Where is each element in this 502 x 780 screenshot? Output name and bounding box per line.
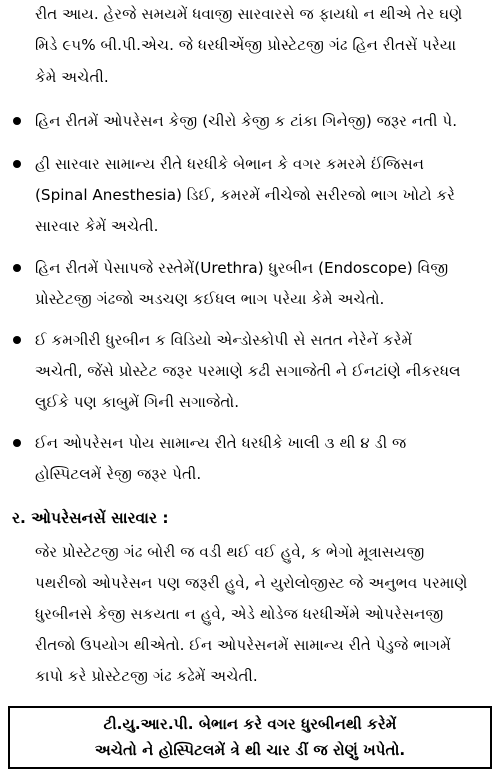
bullet-text: (Spinal Anesthesia) ડિઈ, કમરમેં નીચેજો સરીરજો ભાગ ખોટો કરે bbox=[35, 186, 456, 204]
bullet-text: અચેતી, જેંસે પ્રોસ્ટેટ જરૂર પરમાણે કઢી સગાજેતી ને ઈનટાંણે નીકરધલ bbox=[35, 362, 461, 380]
callout-line: અચેતો ને હોસ્પિટલમેં ત્રે થી ચાર ડીં જ રોણું ખપેતો. bbox=[94, 741, 406, 759]
bullet-text: સારવાર કેમેં અચેતી. bbox=[35, 217, 159, 235]
bullet-text: હિન રીતમેં પેસાપજે રસ્તેમેં(Urethra) ધુરબીન (Endoscope) વિજી bbox=[35, 259, 449, 277]
bullet-text: હી સારવાર સામાન્ય રીતે ધરધીકે બેભાન કે વગર કમરમે ઈંજિસન bbox=[35, 155, 425, 173]
section-line: કાપો કરે પ્રોસ્ટેટજી ગંઢ કઢેમેં અચેતી. bbox=[35, 667, 258, 685]
bullet-dot bbox=[13, 117, 21, 125]
intro-line: મિડે ૯૫% બી.પી.એચ. જે ધરધીએંજી પ્રોસ્ટેટજી ગંઢ હિન રીતસેં પરેયા bbox=[35, 36, 457, 54]
section-line: જેર પ્રોસ્ટેટજી ગંઢ બોરી જ વડી થઈ વઈ હુવે, ક ભેગો મૂત્રાસયજી bbox=[35, 543, 425, 561]
bullet-text: ઈન ઓપરેસન પોય સામાન્ય રીતે ધરધીકે ખાલી ૩ થી ૪ ડી જ bbox=[35, 434, 407, 452]
intro-line: કેમે અચેતી. bbox=[35, 68, 109, 86]
section-line: રીતજો ઉપયોગ થીએતો. ઈન ઓપરેસનમેં સામાન્ય રીતે પેડુજે ભાગમેં bbox=[35, 636, 451, 654]
bullet-text: ઈ કમગીરી ધુરબીન ક વિડિયો એન્ડોસ્કોપી સે સતત નેરેનેં કરેમેં bbox=[35, 331, 413, 349]
bullet-dot bbox=[13, 160, 21, 168]
bullet-text: હોસ્પિટલમેં રેજી જરૂર પેતી. bbox=[35, 465, 202, 483]
bullet-dot bbox=[13, 439, 21, 447]
section-line: પથરીજો ઓપરેસન પણ જરૂરી હુવે, ને યુરોલોજીસ્ટ જે અનુભવ પરમાણે bbox=[35, 574, 468, 592]
bullet-dot bbox=[13, 264, 21, 272]
section-line: ધુરબીનસે કેજી સકયતા ન હુવે, એડે થોડેજ ધરધીએંમે ઓપરેસનજી bbox=[35, 605, 444, 623]
bullet-dot bbox=[13, 336, 21, 344]
bullet-text: પ્રોસ્ટેટજી ગંઢજો અડચણ કઈધલ ભાગ પરેયા કેમે અચેતો. bbox=[35, 290, 385, 308]
bullet-text: લુઈકે પણ કાબુમેં ગિની સગાજેતો. bbox=[35, 393, 240, 411]
callout-box bbox=[8, 706, 492, 769]
bullet-text: હિન રીતમેં ઓપરેસન કેજી (ચીરો કેજી ક ટાંકા ગિનેજી) જરૂર નતી પે. bbox=[35, 112, 458, 130]
section-heading: ર. ઓપરેસનસેં સારવાર : bbox=[12, 509, 169, 527]
intro-line: રીત આય. હેરજે સમયમેં ધવાજી સારવારસે જ ફાયધો ન થીએ તેર ઘણે bbox=[35, 5, 463, 23]
callout-line: ટી.યુ.આર.પી. બેભાન કરે વગર ધુરબીનથી કરેમેં bbox=[103, 715, 397, 733]
